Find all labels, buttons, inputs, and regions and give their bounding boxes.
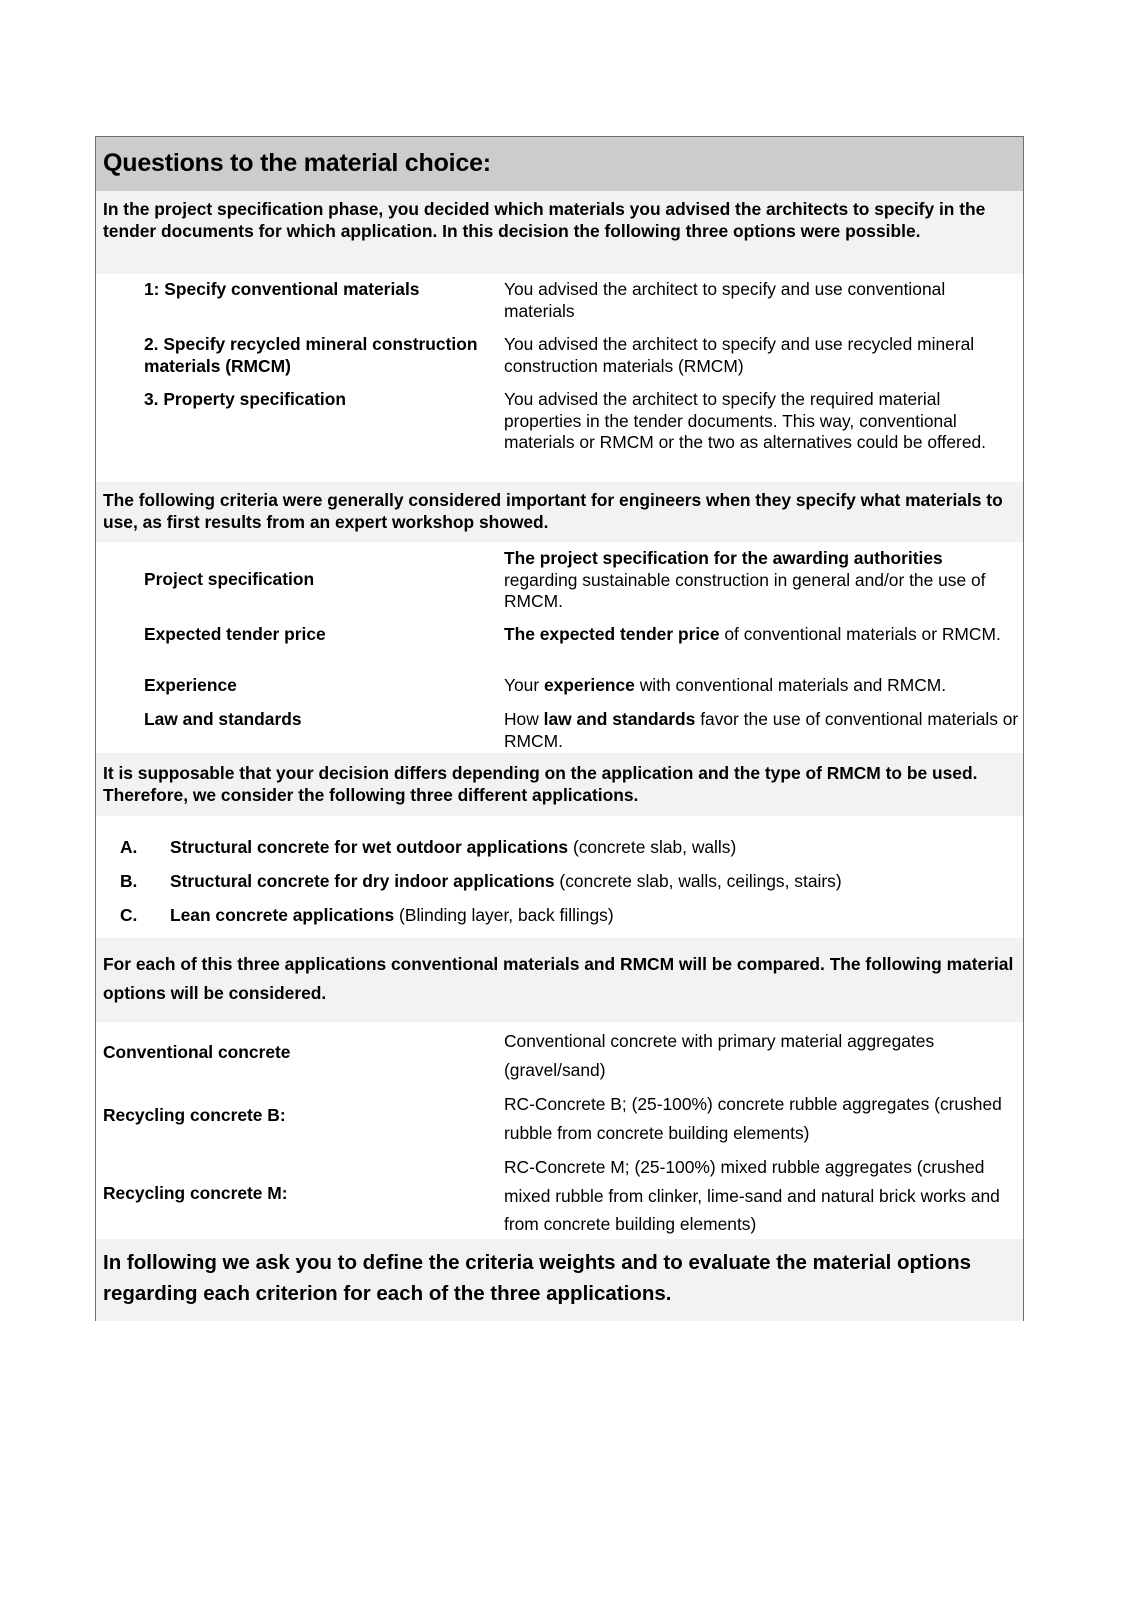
materials-intro-band [96, 938, 1023, 1022]
criteria-intro-band [96, 482, 1023, 542]
material-label: Recycling concrete B: [103, 1105, 286, 1125]
criterion-description: Your experience with conventional materials and RMCM. [504, 675, 947, 695]
intro-band [96, 191, 1023, 274]
application-name: Structural concrete for wet outdoor applications [170, 837, 569, 857]
application-name: Structural concrete for dry indoor applications [170, 871, 555, 891]
intro-text: In the project specification phase, you decided which materials you advised the architects to specify in the tender documents for which application. In this decision the following three options were possible. [103, 199, 986, 241]
option-description: You advised the architect to specify the required material properties in the tender documents. This way, conventional materials or RMCM or the two as alternatives could be offered. [504, 389, 986, 452]
option-label: 2. Specify recycled mineral construction materials (RMCM) [144, 334, 478, 376]
option-label: 1: Specify conventional materials [144, 279, 420, 299]
closing-band [96, 1239, 1023, 1321]
criteria-intro-text: The following criteria were generally considered important for engineers when they specify what materials to use, as first results from an expert workshop showed. [103, 490, 1003, 532]
application-item [96, 905, 1023, 927]
material-label: Conventional concrete [103, 1042, 291, 1062]
application-item [96, 871, 1023, 893]
criterion-label: Law and standards [144, 709, 302, 729]
material-description: Conventional concrete with primary material aggregates (gravel/sand) [504, 1031, 935, 1080]
option-description: You advised the architect to specify and use conventional materials [504, 279, 946, 321]
application-letter: B. [120, 871, 138, 891]
application-letter: C. [120, 905, 138, 925]
application-item [96, 837, 1023, 859]
page-title: Questions to the material choice: [103, 149, 491, 177]
section-header [96, 137, 1023, 191]
application-detail: (Blinding layer, back fillings) [394, 905, 614, 925]
material-label: Recycling concrete M: [103, 1183, 288, 1203]
questionnaire-box [95, 136, 1024, 1321]
criterion-description: How law and standards favor the use of conventional materials or RMCM. [504, 709, 1019, 751]
criterion-label: Experience [144, 675, 237, 695]
application-detail: (concrete slab, walls) [568, 837, 737, 857]
closing-text: In following we ask you to define the criteria weights and to evaluate the material options regarding each criterion for each of the three applications. [103, 1251, 971, 1305]
criterion-description: The expected tender price of conventional materials or RMCM. [504, 624, 1001, 644]
materials-intro-text: For each of this three applications conventional materials and RMCM will be compared. The following material options will be considered. [103, 954, 1014, 1003]
applications-intro-text: It is supposable that your decision differs depending on the application and the type of RMCM to be used. Therefore, we consider the following three different applications. [103, 763, 978, 805]
application-letter: A. [120, 837, 138, 857]
applications-intro-band [96, 753, 1023, 816]
option-label: 3. Property specification [144, 389, 346, 409]
criterion-label: Project specification [144, 569, 315, 589]
option-description: You advised the architect to specify and use recycled mineral construction materials (RMCM) [504, 334, 975, 376]
criterion-description: The project specification for the awarding authorities regarding sustainable construction in general and/or the use of RMCM. [504, 548, 986, 611]
application-detail: (concrete slab, walls, ceilings, stairs) [554, 871, 842, 891]
material-description: RC-Concrete B; (25-100%) concrete rubble aggregates (crushed rubble from concrete building elements) [504, 1094, 1002, 1143]
application-name: Lean concrete applications [170, 905, 395, 925]
criterion-label: Expected tender price [144, 624, 326, 644]
material-description: RC-Concrete M; (25-100%) mixed rubble aggregates (crushed mixed rubble from clinker, lime-sand and natural brick works and from concrete building elements) [504, 1157, 1000, 1234]
